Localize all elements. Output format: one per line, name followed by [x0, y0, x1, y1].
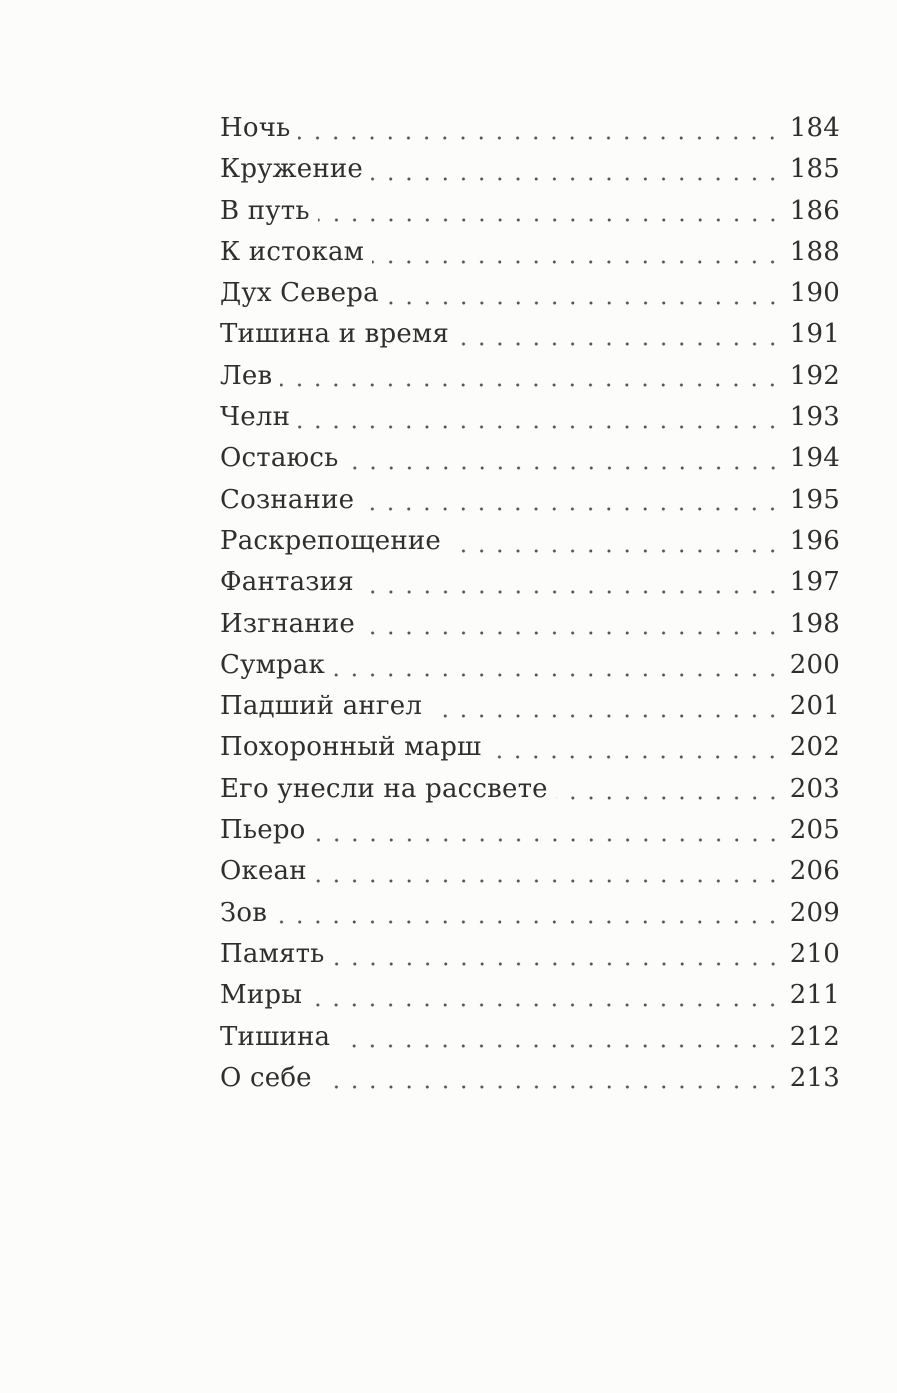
- toc-entry: [220, 149, 840, 190]
- dot-leader: [314, 838, 782, 842]
- dot-leader: [298, 425, 782, 429]
- toc-entry-page: 209: [789, 897, 840, 928]
- dot-leader: [387, 301, 782, 305]
- toc-entry-title: Пьеро: [220, 815, 306, 846]
- dot-leader: [333, 962, 782, 966]
- toc-entry-title: В путь: [220, 195, 310, 226]
- toc-entry-page: 193: [789, 402, 840, 433]
- dot-leader: [338, 1044, 782, 1048]
- toc-entry-page: 196: [789, 525, 840, 556]
- dot-leader: [449, 549, 782, 553]
- toc-entry-title: Его унесли на рассвете: [220, 773, 548, 804]
- toc-entry-page: 212: [789, 1021, 840, 1052]
- toc-entry: [220, 975, 840, 1016]
- toc-entry: [220, 232, 840, 273]
- toc-entry-title: Память: [220, 938, 325, 969]
- toc-entry-title: Лев: [220, 360, 273, 391]
- toc-entry-title: Фантазия: [220, 567, 354, 598]
- toc-entry-title: Челн: [220, 402, 291, 433]
- toc-entry: [220, 480, 840, 521]
- toc-entry: [220, 314, 840, 355]
- toc-entry-page: 198: [789, 608, 840, 639]
- toc-entry-page: 192: [789, 360, 840, 391]
- toc-entry-page: 203: [789, 773, 840, 804]
- toc-entry-page: 190: [789, 278, 840, 309]
- toc-entry-page: 185: [789, 154, 840, 185]
- dot-leader: [362, 590, 782, 594]
- toc-entry: [220, 769, 840, 810]
- toc-entry-page: 211: [789, 980, 840, 1011]
- toc-entry-page: 195: [789, 484, 840, 515]
- toc-entry: [220, 273, 840, 314]
- toc-entry-page: 201: [789, 691, 840, 722]
- toc-entry-page: 194: [789, 443, 840, 474]
- toc-entry-title: Тишина: [220, 1021, 331, 1052]
- toc-entry-title: Океан: [220, 856, 307, 887]
- dot-leader: [298, 136, 781, 140]
- toc-entry-title: Изгнание: [220, 608, 355, 639]
- dot-leader: [372, 260, 782, 264]
- dot-leader: [275, 920, 782, 924]
- toc-entry-title: Дух Севера: [220, 278, 379, 309]
- toc-entry-page: 197: [789, 567, 840, 598]
- toc-entry-title: Миры: [220, 980, 303, 1011]
- toc-entry-title: К истокам: [220, 236, 365, 267]
- toc-entry-page: 188: [789, 236, 840, 267]
- table-of-contents: [220, 108, 840, 1099]
- dot-leader: [318, 218, 782, 222]
- dot-leader: [489, 755, 781, 759]
- dot-leader: [333, 673, 782, 677]
- toc-entry-title: Сознание: [220, 484, 355, 515]
- toc-entry: [220, 397, 840, 438]
- toc-entry-title: Остаюсь: [220, 443, 339, 474]
- toc-entry-page: 213: [789, 1062, 840, 1093]
- toc-entry-title: Похоронный марш: [220, 732, 482, 763]
- toc-entry: [220, 356, 840, 397]
- toc-entry: [220, 1058, 840, 1099]
- dot-leader: [362, 507, 782, 511]
- toc-entry-title: Тишина и время: [220, 319, 449, 350]
- toc-entry: [220, 521, 840, 562]
- toc-entry-title: О себе: [220, 1062, 312, 1093]
- toc-entry: [220, 645, 840, 686]
- toc-entry-page: 200: [789, 649, 840, 680]
- toc-entry: [220, 1017, 840, 1058]
- toc-entry-title: Ночь: [220, 113, 291, 143]
- toc-entry-page: 184: [789, 113, 840, 143]
- dot-leader: [280, 383, 781, 387]
- toc-entry: [220, 893, 840, 934]
- toc-entry-title: Зов: [220, 897, 268, 928]
- dot-leader: [310, 1003, 782, 1007]
- dot-leader: [371, 177, 782, 181]
- toc-entry: [220, 438, 840, 479]
- toc-entry-page: 202: [789, 732, 840, 763]
- toc-entry: [220, 851, 840, 892]
- toc-entry-page: 206: [789, 856, 840, 887]
- toc-entry: [220, 604, 840, 645]
- toc-entry: [220, 562, 840, 603]
- dot-leader: [315, 879, 782, 883]
- dot-leader: [347, 466, 782, 470]
- dot-leader: [457, 342, 782, 346]
- toc-entry: [220, 727, 840, 768]
- toc-entry-title: Кружение: [220, 154, 364, 185]
- toc-entry: [220, 108, 840, 149]
- toc-entry: [220, 934, 840, 975]
- toc-entry: [220, 810, 840, 851]
- dot-leader: [430, 714, 782, 718]
- toc-entry-page: 210: [789, 938, 840, 969]
- toc-entry-page: 205: [789, 815, 840, 846]
- toc-entry-title: Раскрепощение: [220, 525, 442, 556]
- toc-entry: [220, 191, 840, 232]
- dot-leader: [556, 796, 782, 800]
- toc-entry-title: Падший ангел: [220, 691, 423, 722]
- toc-entry-title: Сумрак: [220, 649, 326, 680]
- toc-entry: [220, 686, 840, 727]
- dot-leader: [320, 1085, 782, 1089]
- dot-leader: [363, 631, 782, 635]
- toc-entry-page: 191: [789, 319, 840, 350]
- toc-entry-page: 186: [789, 195, 840, 226]
